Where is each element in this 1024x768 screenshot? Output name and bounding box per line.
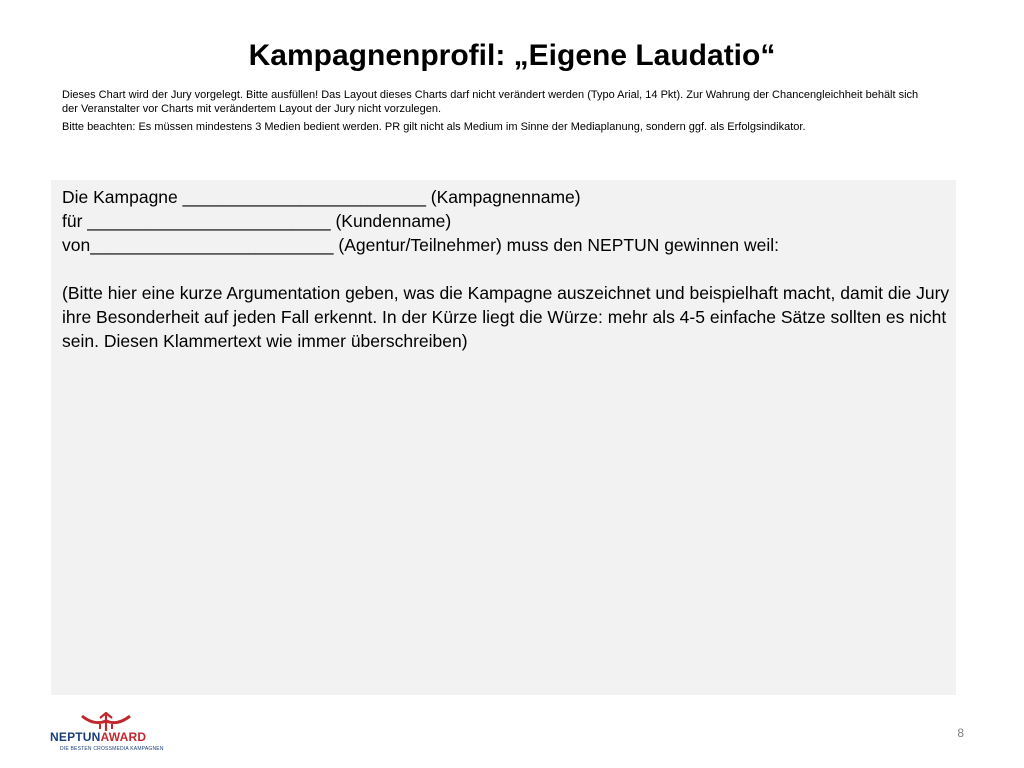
- logo-word-neptun: NEPTUN: [50, 730, 101, 744]
- instruction-layout: Dieses Chart wird der Jury vorgelegt. Bitte ausfüllen! Das Layout dieses Charts darf nicht verändert werden (Typo Arial, 14 Pkt). Zur Wahrung der Chancengleichheit behält sich der Veranstalter vor Charts mit verändertem Layout der Jury nicht vorzulegen.: [62, 89, 919, 115]
- laudatio-text-box[interactable]: [51, 180, 956, 695]
- laudatio-content: [62, 185, 952, 353]
- trident-icon: [78, 712, 134, 732]
- logo-wordmark: [50, 730, 160, 744]
- page-number: 8: [957, 726, 964, 740]
- instruction-media: Bitte beachten: Es müssen mindestens 3 Medien bedient werden. PR gilt nicht als Medium im Sinne der Mediaplanung, sondern ggf. als Erfolgsindikator.: [62, 121, 806, 133]
- neptun-award-logo: [50, 712, 170, 757]
- agency-line: von_________________________ (Agentur/Teilnehmer) muss den NEPTUN gewinnen weil:: [62, 235, 779, 255]
- logo-tagline: DIE BESTEN CROSSMEDIA KAMPAGNEN: [60, 746, 164, 752]
- argumentation-paragraph: (Bitte hier eine kurze Argumentation geben, was die Kampagne auszeichnet und beispielhaft macht, damit die Jury ihre Besonderheit auf jeden Fall erkennt. In der Kürze liegt die Würze: mehr als 4-5 einfache Sätze sollten es nicht sein. Diesen Klammertext wie immer überschreiben): [62, 283, 950, 351]
- client-name-line: für _________________________ (Kundenname): [62, 211, 452, 231]
- instructions: [62, 88, 922, 138]
- logo-word-award: AWARD: [100, 730, 147, 744]
- spacer: [62, 257, 952, 281]
- campaign-name-line: Die Kampagne _________________________ (Kampagnenname): [62, 187, 581, 207]
- slide-title: Kampagnenprofil: „Eigene Laudatio“: [248, 39, 776, 72]
